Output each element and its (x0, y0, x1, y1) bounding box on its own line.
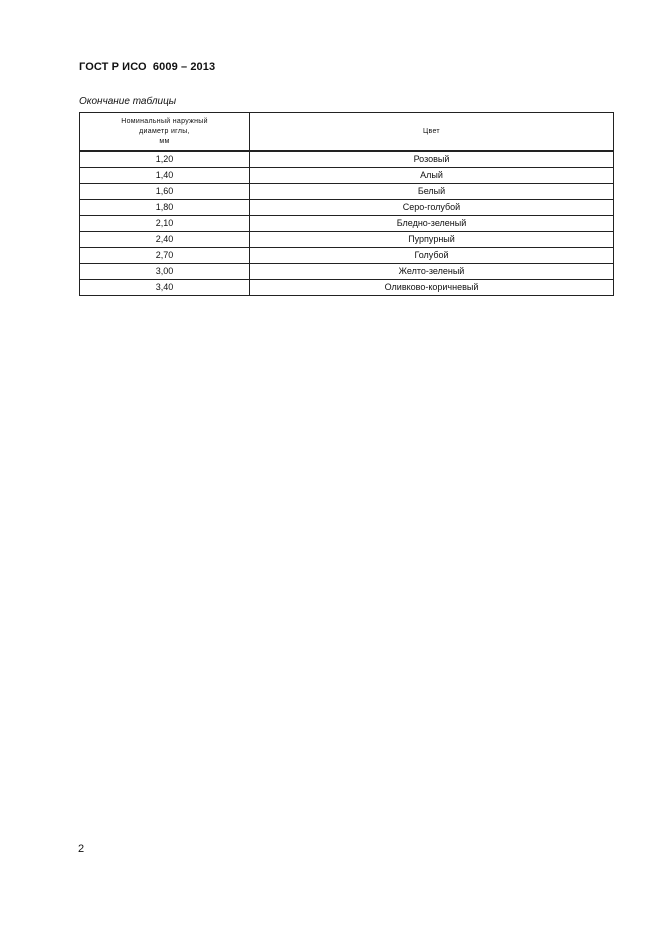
needle-color-table (79, 112, 614, 296)
cell-color: Белый (250, 184, 614, 200)
cell-diameter: 2,70 (80, 248, 250, 264)
cell-diameter: 1,20 (80, 151, 250, 168)
cell-diameter: 3,40 (80, 280, 250, 296)
cell-diameter: 3,00 (80, 264, 250, 280)
cell-diameter: 1,60 (80, 184, 250, 200)
table-row (80, 248, 614, 264)
cell-diameter: 2,10 (80, 216, 250, 232)
table-row (80, 264, 614, 280)
cell-color: Пурпурный (250, 232, 614, 248)
cell-color: Голубой (250, 248, 614, 264)
header-diameter-line-3: мм (159, 137, 170, 145)
table-row (80, 151, 614, 168)
header-diameter-line-1: Номинальный наружный (121, 117, 208, 125)
table-row (80, 200, 614, 216)
cell-color: Серо-голубой (250, 200, 614, 216)
header-diameter-line-2: диаметр иглы, (139, 127, 190, 135)
cell-diameter: 1,40 (80, 168, 250, 184)
cell-color: Бледно-зеленый (250, 216, 614, 232)
table-row (80, 184, 614, 200)
page-number: 2 (78, 843, 85, 855)
table-caption: Окончание таблицы (79, 96, 177, 107)
cell-diameter: 1,80 (80, 200, 250, 216)
table-row (80, 280, 614, 296)
table-header-row (80, 113, 614, 152)
header-diameter (80, 113, 250, 152)
cell-color: Желто-зеленый (250, 264, 614, 280)
cell-color: Алый (250, 168, 614, 184)
document-header: ГОСТ Р ИСО 6009 – 2013 (79, 61, 216, 73)
cell-color: Оливково-коричневый (250, 280, 614, 296)
cell-diameter: 2,40 (80, 232, 250, 248)
header-color: Цвет (250, 113, 614, 152)
table-row (80, 232, 614, 248)
cell-color: Розовый (250, 151, 614, 168)
table-row (80, 168, 614, 184)
table-row (80, 216, 614, 232)
